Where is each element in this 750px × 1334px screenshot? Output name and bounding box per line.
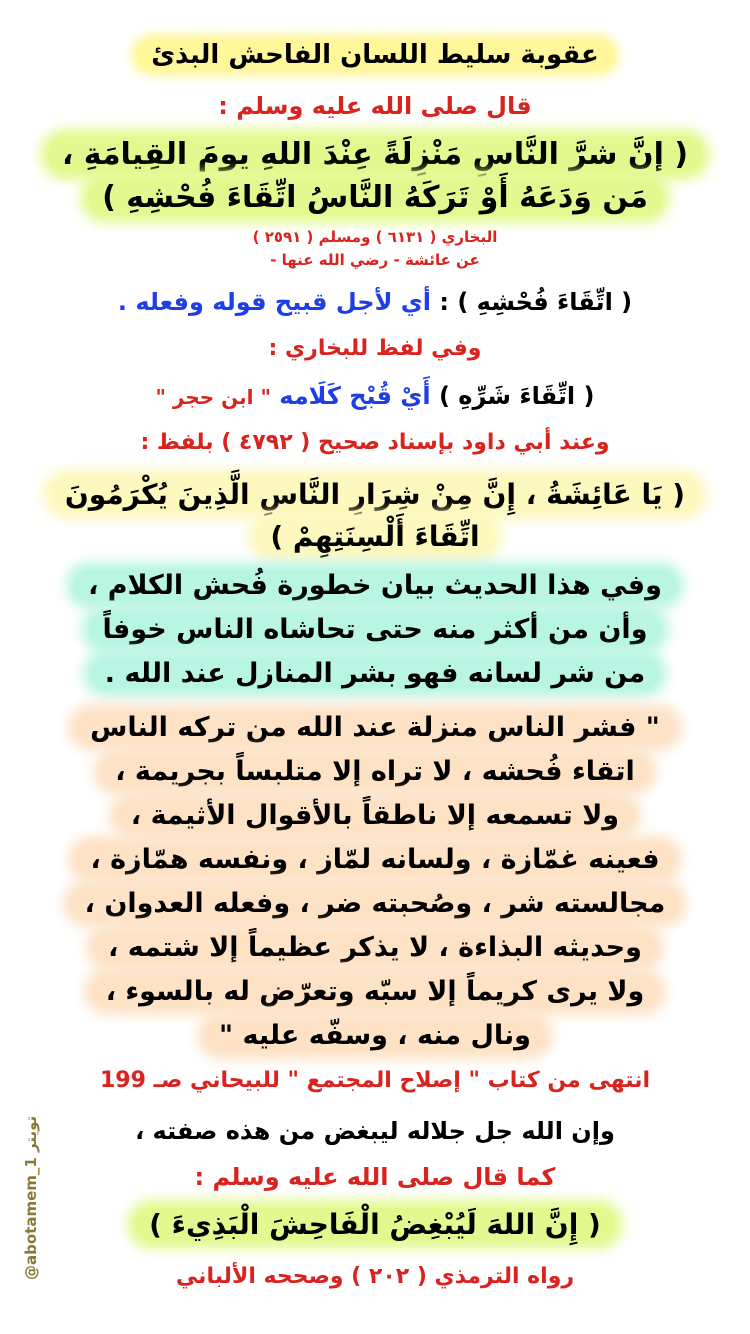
hadith1-line1: ( إنَّ شرَّ النَّاسِ مَنْزِلَةً عِنْدَ اللهِ يومَ القِيامَةِ ، [0,137,750,172]
title: عقوبة سليط اللسان الفاحش البذئ [0,40,750,70]
quote-line-2: اتقاء فُحشه ، لا تراه إلا متلبساً بجريمة ، [0,756,750,787]
hadith1-source: البخاري ( ٦١٣١ ) ومسلم ( ٢٥٩١ ) [252,228,498,246]
hadith1-narrator: عن عائشة - رضي الله عنها - [270,251,480,269]
quote-line-4: فعينه غمّازة ، ولسانه لمّاز ، ونفسه همّازة ، [0,844,750,875]
bukhari-intro: وفي لفظ للبخاري : [268,336,482,361]
intro-prophet-said-2: كما قال صلى الله عليه وسلم : [194,1163,556,1191]
hadith2-line1: ( يَا عَائِشَةُ ، إِنَّ مِنْ شِرَارِ النَّاسِ الَّذِينَ يُكْرَمُونَ [0,478,750,511]
hadith3-source: رواه الترمذي ( ٢٠٢ ) وصححه الألباني [175,1264,575,1289]
abudawud-intro: وعند أبي داود بإسناد صحيح ( ٤٧٩٢ ) بلفظ : [140,430,610,455]
quote-line-7: ولا يرى كريماً إلا سبّه وتعرّض له بالسوء ، [0,976,750,1007]
intro-prophet-said: قال صلى الله عليه وسلم : [218,92,532,120]
book-source: انتهى من كتاب " إصلاح المجتمع " للبيحاني صـ 199 [99,1068,651,1093]
quote-line-6: وحديثه البذاءة ، لا يذكر عظيماً إلا شتمه ، [0,932,750,963]
hadith3: ( إِنَّ اللهَ لَيُبْغِضُ الْفَاحِشَ الْبَذِيءَ ) [0,1208,750,1241]
quote-line-5: مجالسته شر ، وصُحبته ضر ، وفعله العدوان ، [0,888,750,919]
commentary-line-2: وأن من أكثر منه حتى تحاشاه الناس خوفاً [0,614,750,645]
explanation-line: ( اتِّقَاءَ فُحْشِهِ ) : أي لأجل قبيح قوله وفعله . [117,288,633,316]
bukhari-variant-line: ( اتِّقَاءَ شَرِّهِ ) أَيْ قُبْح كَلَامه " ابن حجر " [155,382,595,410]
quote-line-3: ولا تسمعه إلا ناطقاً بالأقوال الأثيمة ، [0,800,750,831]
commentary-line-1: وفي هذا الحديث بيان خطورة فُحش الكلام ، [0,570,750,601]
closing-line: وإن الله جل جلاله ليبغض من هذه صفته ، [135,1117,615,1145]
twitter-watermark: @abotamem_1 تويتر [22,1115,40,1280]
quote-line-8: ونال منه ، وسفّه عليه " [0,1020,750,1051]
hadith1-line2: مَن وَدَعَهُ أَوْ تَرَكَهُ النَّاسُ اتِّقَاءَ فُحْشِهِ ) [0,180,750,215]
hadith2-line2: اتِّقَاءَ أَلْسِنَتِهِمْ ) [0,520,750,553]
commentary-line-3: من شر لسانه فهو بشر المنازل عند الله . [0,658,750,689]
quote-line-1: " فشر الناس منزلة عند الله من تركه الناس [0,712,750,743]
